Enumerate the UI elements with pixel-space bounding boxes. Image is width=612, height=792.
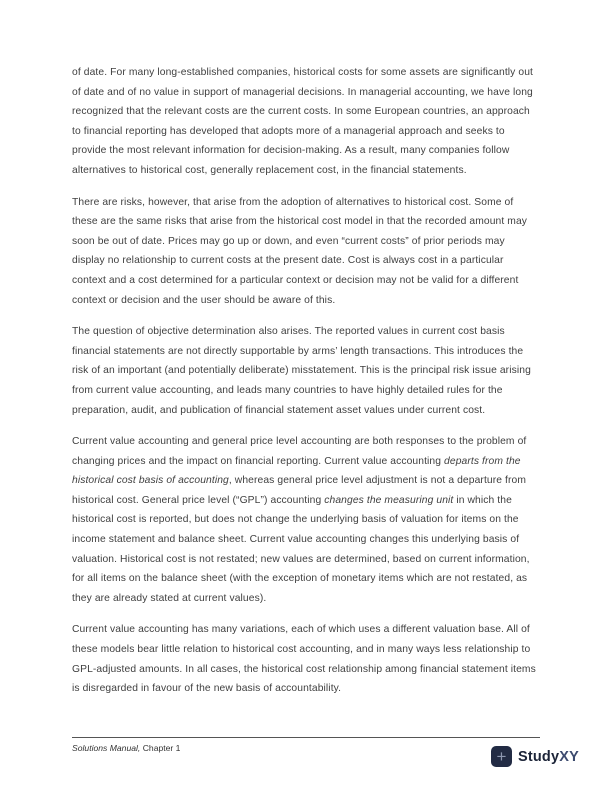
paragraph-text-italic: changes the measuring unit — [324, 494, 454, 506]
studyxy-logo — [491, 746, 579, 767]
paragraph-text-italic: departs from the historical cost basis of accounting — [72, 455, 521, 487]
brand-name-study: Study — [517, 748, 560, 765]
paragraph-text: , whereas general price level adjustment is not a departure from historical cost. General price level (“GPL”) accounting — [72, 475, 527, 506]
paragraph — [72, 620, 540, 698]
paragraph-text: Current value accounting and general price level accounting are both responses to the problem of changing prices and the impact on financial reporting. Current value accounting — [72, 436, 527, 467]
plus-icon: + — [491, 746, 512, 767]
paragraph-text: There are risks, however, that arise from the adoption of alternatives to historical cost. Some of these are the same risks that arise from the historical cost model in that the recorded amount may soon be out of date. Prices may go up or down, and even “current costs” of prior periods may display no relationship to current costs at the present date. Cost is always cost in a particular context and a cost determined for a particular context or decision may not be valid for a different context or decision and the user should be aware of this. — [72, 196, 528, 306]
paragraph-text: The question of objective determination also arises. The reported values in current cost basis financial statements are not directly supportable by arms’ length transactions. This introduces the risk of an important (and potentially deliberate) misstatement. This is the principal risk issue arising from current value accounting, and leads many countries to have highly detailed rules for the preparation, audit, and publication of financial statement asset values under current cost. — [72, 326, 531, 416]
document-paragraphs — [72, 63, 540, 711]
brand-name-xy: XY — [559, 748, 579, 765]
footer-manual-title: Solutions Manual, — [72, 743, 141, 753]
paragraph-text: of date. For many long-established companies, historical costs for some assets are significantly out of date and of no value in support of managerial decisions. In managerial accounting, we have long recognized that the relevant costs are the current costs. In some European countries, an approach to financial reporting has developed that adopts more of a managerial approach and seeks to provide the most relevant information for decision-making. As a result, many companies follow alternatives to historical cost, generally replacement cost, in the financial statements. — [72, 67, 533, 176]
paragraph — [72, 432, 540, 608]
paragraph — [72, 63, 540, 181]
footer-divider — [72, 737, 540, 738]
footer — [72, 742, 180, 754]
paragraph — [72, 322, 540, 420]
footer-chapter: Chapter 1 — [140, 743, 181, 753]
brand-name — [518, 749, 579, 765]
paragraph-text: in which the historical cost is reported, but does not change the underlying basis of valuation for items on the income statement and balance sheet. Current value accounting changes this underlying basis of valuation. Historical cost is not restated; new values are determined, based on current information, for all items on the balance sheet (with the exception of monetary items which are not restated, as they are already stated at current values). — [72, 494, 530, 604]
paragraph — [72, 193, 540, 311]
paragraph-text: Current value accounting has many variations, each of which uses a different valuation base. All of these models bear little relation to historical cost accounting, and in many ways less relationship to GPL-adjusted amounts. In all cases, the historical cost relationship among financial statement items is disregarded in favour of the new basis of accountability. — [72, 624, 536, 695]
